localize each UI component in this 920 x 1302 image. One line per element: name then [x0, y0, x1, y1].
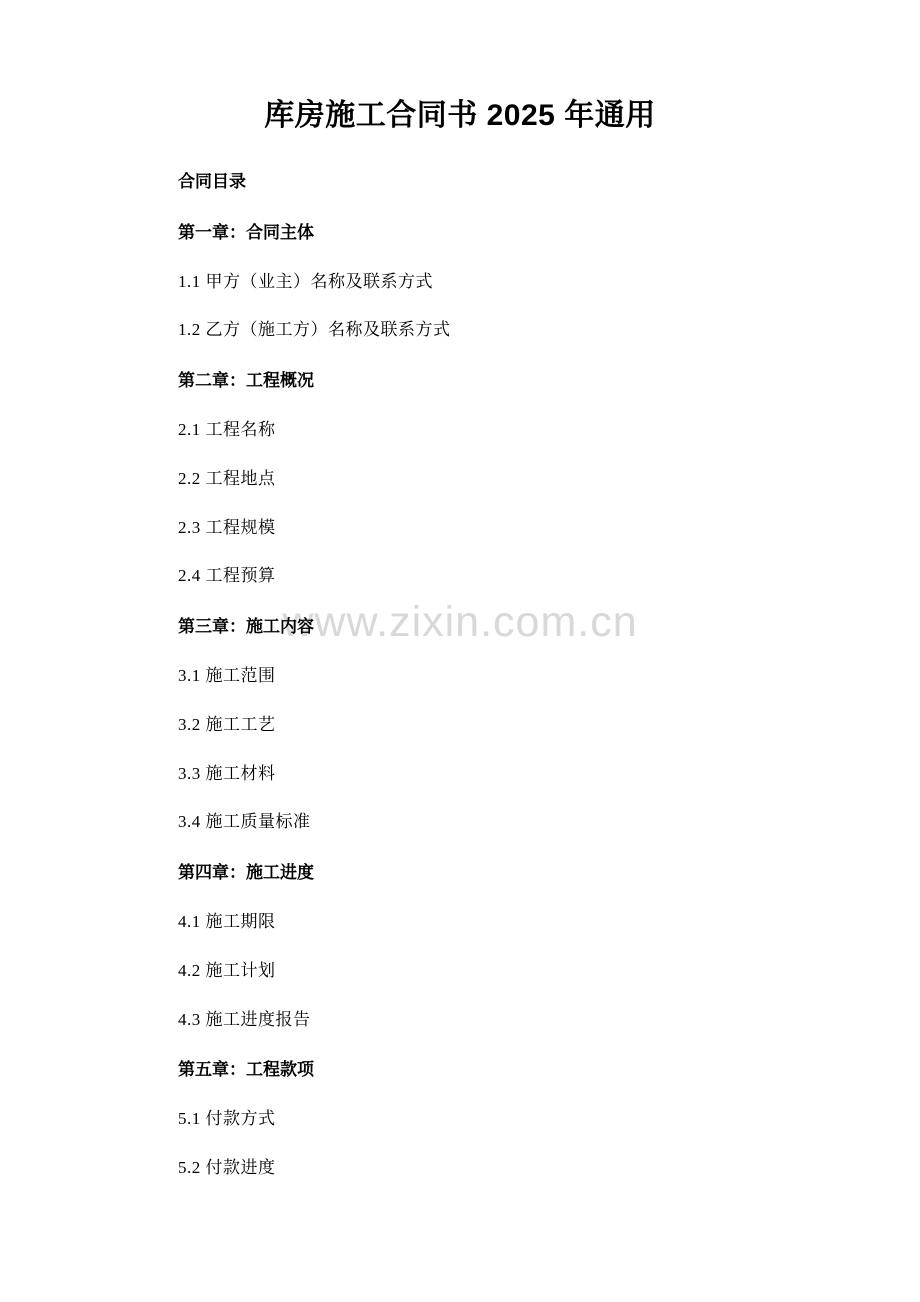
toc-item: 3.2 施工工艺	[178, 714, 276, 734]
toc-item: 5.1 付款方式	[178, 1109, 276, 1129]
page-title: 库房施工合同书 2025 年通用	[264, 99, 656, 132]
toc-item: 2.3 工程规模	[178, 517, 276, 537]
toc-item: 2.1 工程名称	[178, 419, 276, 439]
toc-item: 5.2 付款进度	[178, 1157, 276, 1177]
toc-item: 3.3 施工材料	[178, 763, 276, 783]
toc-item: 1.2 乙方（施工方）名称及联系方式	[178, 320, 451, 340]
toc-item: 4.3 施工进度报告	[178, 1009, 311, 1029]
toc-chapter: 第一章：合同主体	[178, 222, 314, 242]
toc-item: 4.1 施工期限	[178, 911, 276, 931]
toc-list	[178, 221, 742, 1180]
toc-chapter: 第五章：工程款项	[178, 1060, 314, 1080]
document-content	[178, 0, 742, 1180]
toc-item: 4.2 施工计划	[178, 960, 276, 980]
toc-item: 3.4 施工质量标准	[178, 812, 311, 832]
toc-item: 2.4 工程预算	[178, 566, 276, 586]
watermark-text: www.zixin.com.cn	[282, 598, 638, 646]
toc-item: 3.1 施工范围	[178, 665, 276, 685]
toc-item: 2.2 工程地点	[178, 468, 276, 488]
toc-heading: 合同目录	[178, 172, 246, 191]
toc-chapter: 第二章：工程概况	[178, 371, 314, 391]
toc-item: 1.1 甲方（业主）名称及联系方式	[178, 271, 433, 291]
toc-chapter: 第四章：施工进度	[178, 863, 314, 883]
toc-chapter: 第三章：施工内容	[178, 617, 314, 637]
